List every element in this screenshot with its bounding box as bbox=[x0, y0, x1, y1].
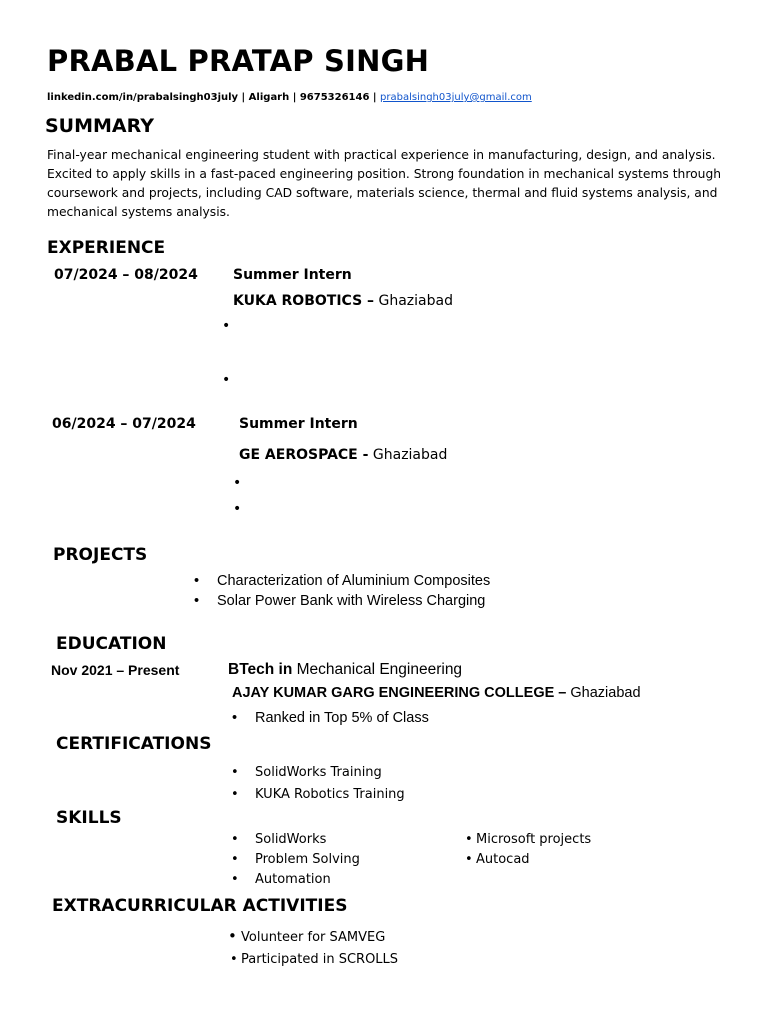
certification-item bbox=[231, 765, 382, 780]
education-college bbox=[232, 685, 641, 701]
project-2-name: Solar Power Bank with Wireless Charging bbox=[217, 593, 486, 609]
degree-prefix: BTech in bbox=[228, 661, 293, 678]
certification-1: SolidWorks Training bbox=[255, 765, 382, 780]
bullet-icon: • bbox=[465, 852, 473, 867]
certifications-heading: CERTIFICATIONS bbox=[56, 734, 212, 754]
job-2-company-name: GE AEROSPACE - bbox=[239, 447, 369, 463]
project-1-name: Characterization of Aluminium Composites bbox=[217, 573, 491, 589]
activity-item bbox=[228, 927, 385, 945]
job-1-company-name: KUKA ROBOTICS – bbox=[233, 293, 375, 309]
bullet-icon: • bbox=[231, 765, 239, 780]
skill-item bbox=[231, 872, 331, 887]
skill-autocad: Autocad bbox=[476, 852, 530, 867]
summary-text: Final-year mechanical engineering student with practical experience in manufacturing, design, and analysis. Excited to apply skills in a fast-paced engineering position. Strong foundation in mechanical systems through coursework and projects, including CAD software, materials science, thermal and fluid systems analysis, and mechanical systems analysis. bbox=[47, 148, 722, 219]
skill-problem-solving: Problem Solving bbox=[255, 852, 360, 867]
skill-automation: Automation bbox=[255, 872, 331, 887]
education-dates: Nov 2021 – Present bbox=[51, 662, 180, 678]
project-item bbox=[194, 573, 490, 589]
bullet-icon: • bbox=[222, 318, 231, 334]
experience-heading: EXPERIENCE bbox=[47, 238, 166, 258]
bullet-icon: • bbox=[233, 501, 242, 517]
project-item bbox=[194, 593, 485, 609]
skill-item bbox=[231, 852, 360, 867]
bullet-icon: • bbox=[222, 372, 231, 388]
degree-name: Mechanical Engineering bbox=[292, 661, 463, 678]
skill-item bbox=[231, 832, 326, 847]
skill-microsoft-projects: Microsoft projects bbox=[476, 832, 592, 847]
job-1-location: Ghaziabad bbox=[374, 293, 453, 309]
bullet-icon: • bbox=[228, 927, 237, 945]
education-heading: EDUCATION bbox=[56, 634, 167, 654]
skills-heading: SKILLS bbox=[56, 808, 122, 828]
skill-item bbox=[465, 832, 591, 847]
bullet-icon: • bbox=[194, 593, 200, 609]
bullet-icon: • bbox=[231, 832, 239, 847]
contact-details: linkedin.com/in/prabalsingh03july | Aligarh | 9675326146 | bbox=[47, 92, 381, 103]
activity-1: Volunteer for SAMVEG bbox=[241, 930, 386, 945]
email-link[interactable]: prabalsingh03july@gmail.com bbox=[380, 92, 532, 103]
job-1-dates: 07/2024 – 08/2024 bbox=[54, 267, 198, 283]
candidate-name: PRABAL PRATAP SINGH bbox=[47, 44, 430, 78]
college-name: AJAY KUMAR GARG ENGINEERING COLLEGE – bbox=[232, 685, 567, 701]
bullet-icon: • bbox=[230, 952, 238, 967]
bullet-icon: • bbox=[233, 475, 242, 491]
skill-solidworks: SolidWorks bbox=[255, 832, 327, 847]
activity-2: Participated in SCROLLS bbox=[241, 952, 399, 967]
job-1-company bbox=[233, 293, 453, 309]
job-2-role: Summer Intern bbox=[239, 416, 358, 432]
bullet-icon: • bbox=[231, 787, 239, 802]
education-degree bbox=[228, 661, 462, 679]
job-2-location: Ghaziabad bbox=[368, 447, 448, 463]
extracurricular-heading: EXTRACURRICULAR ACTIVITIES bbox=[52, 896, 348, 916]
achievement-text: Ranked in Top 5% of Class bbox=[255, 710, 429, 726]
summary-heading: SUMMARY bbox=[45, 115, 154, 137]
projects-heading: PROJECTS bbox=[53, 545, 148, 565]
bullet-icon: • bbox=[231, 872, 239, 887]
job-2-dates: 06/2024 – 07/2024 bbox=[52, 416, 196, 432]
education-achievement bbox=[232, 710, 429, 726]
skill-item bbox=[465, 852, 530, 867]
college-location: Ghaziabad bbox=[566, 685, 641, 701]
job-2-company bbox=[239, 447, 447, 463]
activity-item bbox=[230, 952, 398, 967]
contact-line bbox=[47, 92, 532, 103]
job-1-role: Summer Intern bbox=[233, 267, 352, 283]
certification-2: KUKA Robotics Training bbox=[255, 787, 405, 802]
bullet-icon: • bbox=[465, 832, 473, 847]
bullet-icon: • bbox=[194, 573, 200, 589]
bullet-icon: • bbox=[232, 710, 238, 726]
bullet-icon: • bbox=[231, 852, 239, 867]
certification-item bbox=[231, 787, 405, 802]
